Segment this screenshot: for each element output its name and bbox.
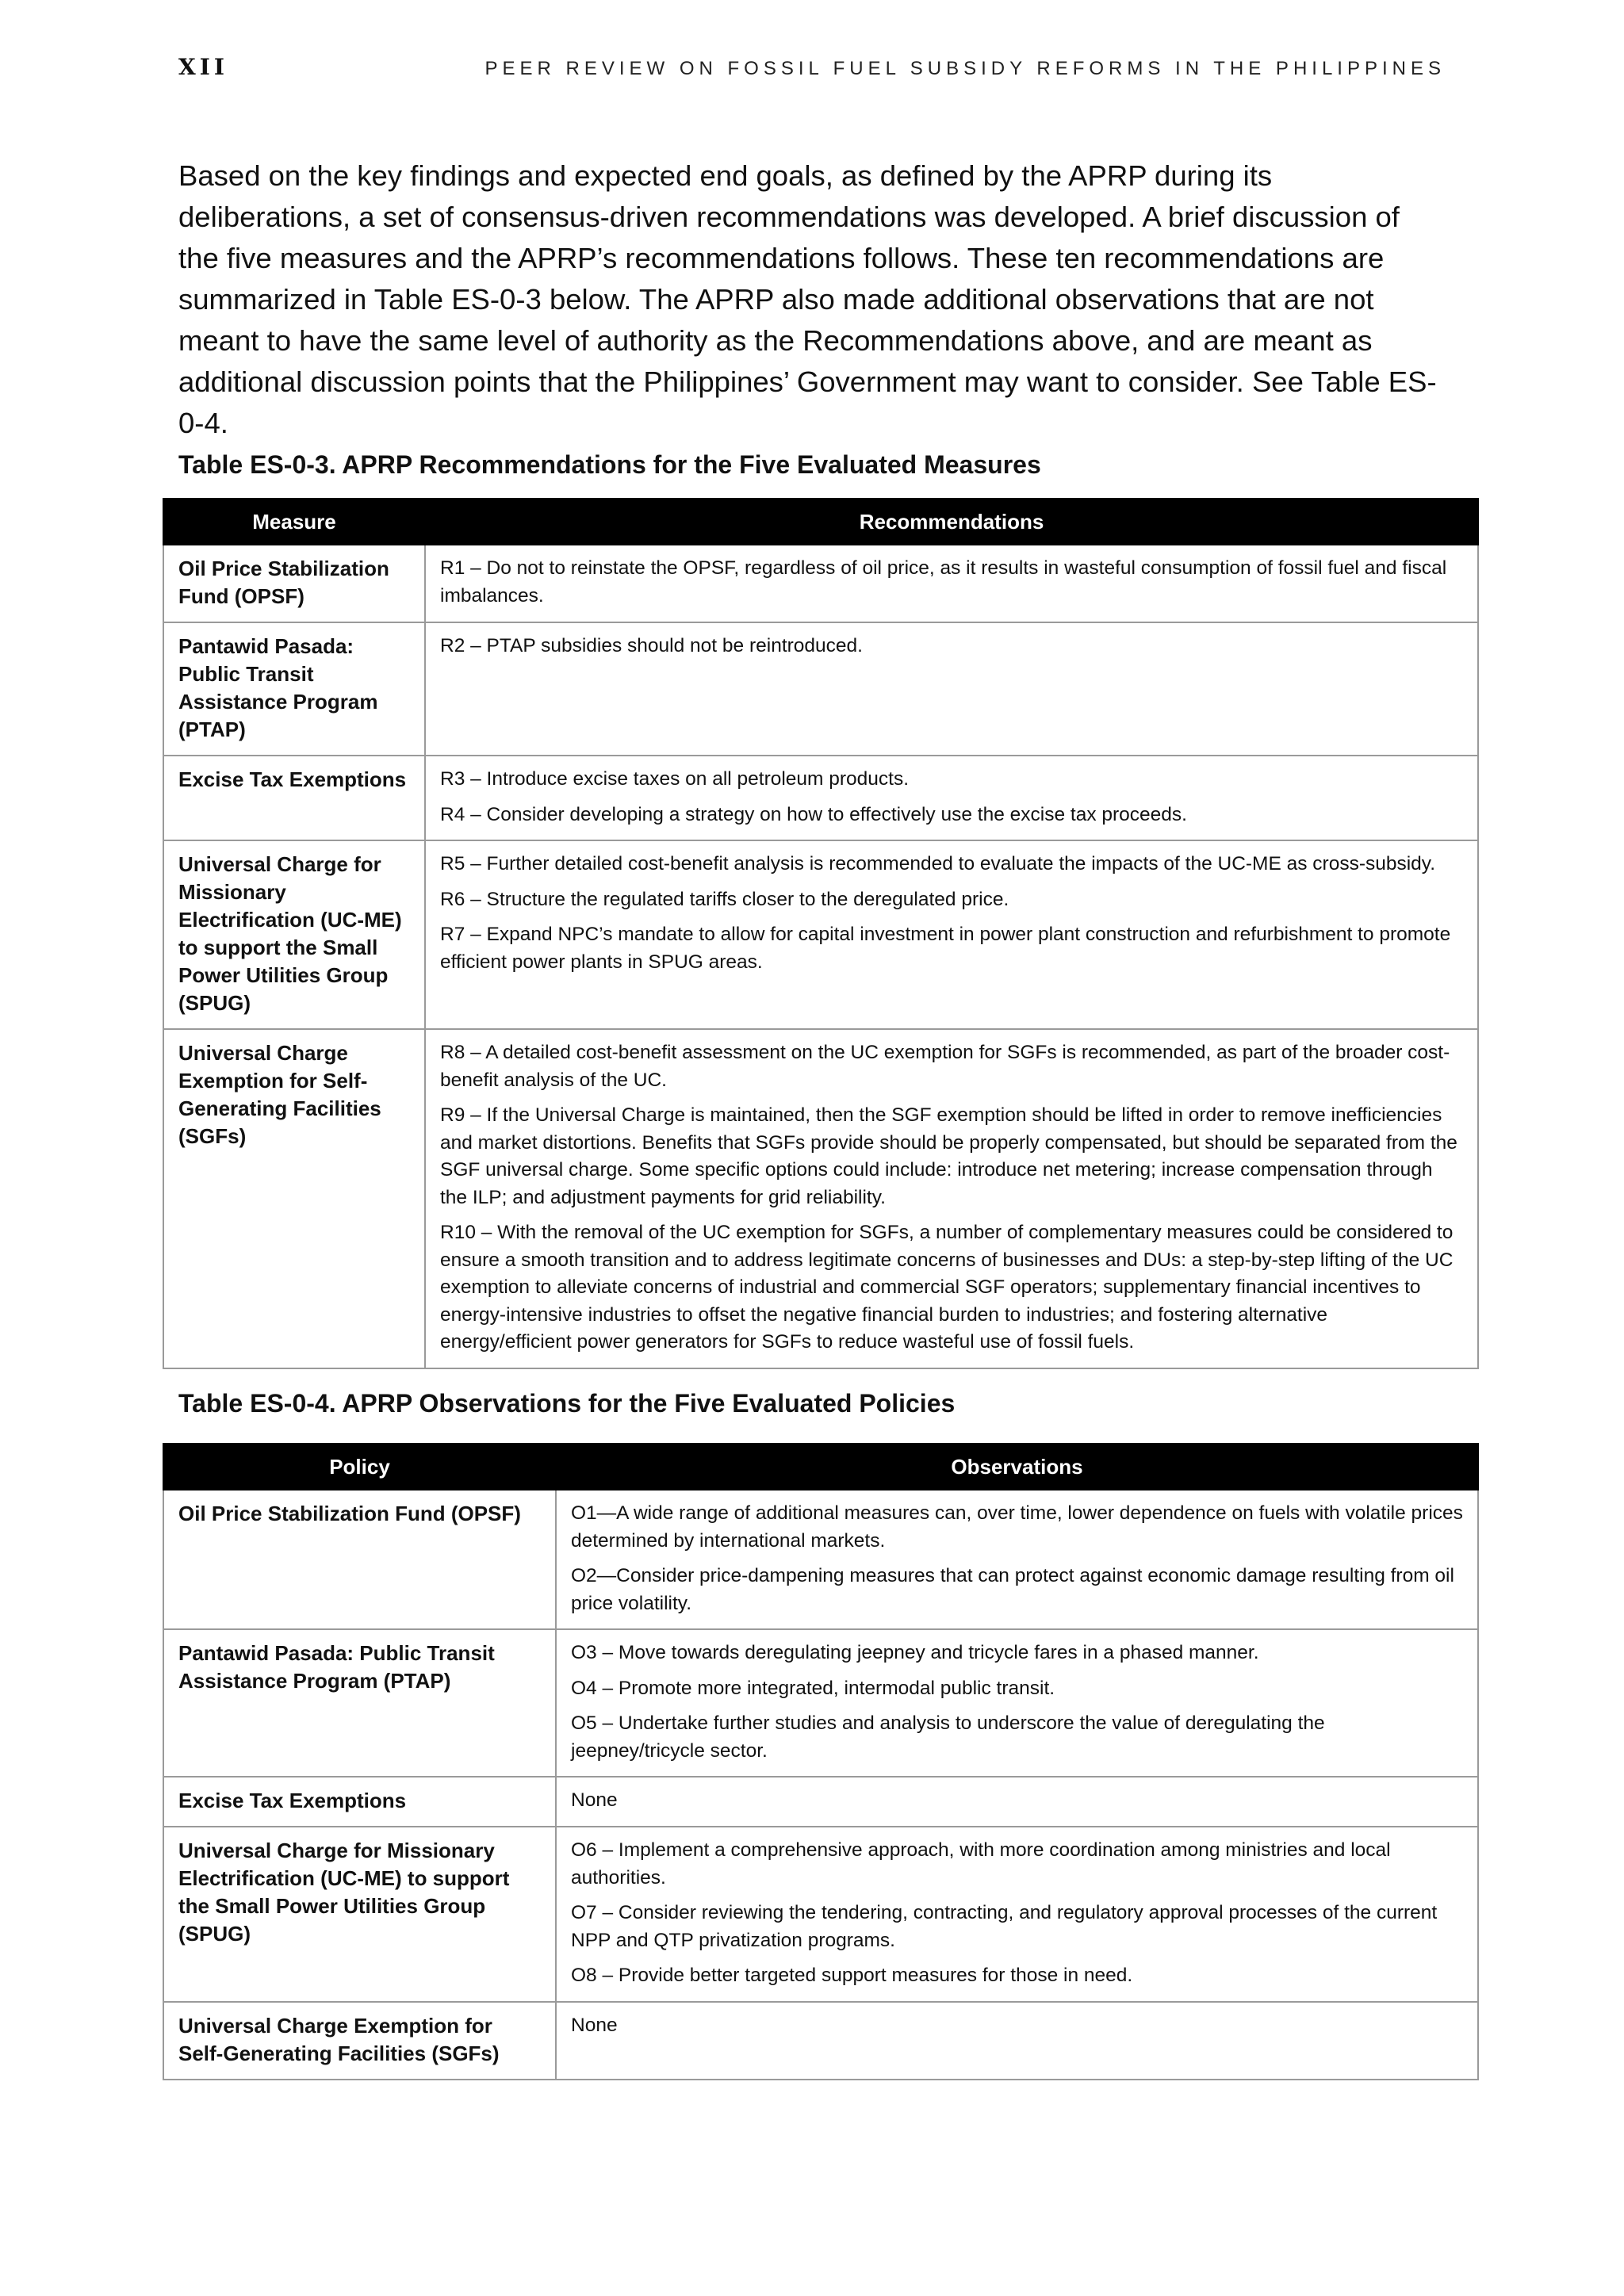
policy-name: Universal Charge Exemption for Self-Generating Facilities (SGFs) [163,2002,556,2080]
table-row [163,840,1478,1029]
table-row [163,1029,1478,1368]
policy-name: Pantawid Pasada: Public Transit Assistance Program (PTAP) [163,1629,556,1777]
table-es-0-3-caption: Table ES-0-3. APRP Recommendations for the Five Evaluated Measures [178,450,1041,479]
page-number: XII [178,54,228,80]
table-row [163,1490,1478,1629]
recommendation-item: R3 – Introduce excise taxes on all petroleum products. [440,768,910,790]
table-row [163,545,1478,622]
observations-cell [556,1490,1478,1629]
recommendations-cell [425,545,1478,622]
table-header-row [163,499,1478,545]
observations-cell [556,2002,1478,2080]
measure-name: Universal Charge for Missionary Electrification (UC-ME) to support the Small Power Utilities Group (SPUG) [163,840,425,1029]
recommendation-item: R4 – Consider developing a strategy on how to effectively use the excise tax proceeds. [440,803,1187,825]
table-row [163,756,1478,840]
observation-item: O4 – Promote more integrated, intermodal public transit. [571,1677,1055,1699]
measure-name: Oil Price Stabilization Fund (OPSF) [163,545,425,622]
observations-table [163,1443,1479,2080]
table-row [163,2002,1478,2080]
measure-name: Universal Charge Exemption for Self-Generating Facilities (SGFs) [163,1029,425,1368]
policy-name: Excise Tax Exemptions [163,1777,556,1827]
recommendation-item: R6 – Structure the regulated tariffs closer to the deregulated price. [440,888,1009,910]
measure-name: Excise Tax Exemptions [163,756,425,840]
observation-item: None [571,2014,618,2036]
recommendation-item: R7 – Expand NPC’s mandate to allow for capital investment in power plant construction and refurbishment to promote efficient power plants in SPUG areas. [440,924,1451,973]
recommendations-cell [425,756,1478,840]
observation-item: O1—A wide range of additional measures can, over time, lower dependence on fuels with volatile prices determined by international markets. [571,1502,1463,1552]
column-header-policy: Policy [163,1444,556,1490]
table-header-row [163,1444,1478,1490]
observation-item: O8 – Provide better targeted support measures for those in need. [571,1965,1133,1986]
observation-item: None [571,1789,618,1811]
column-header-observations: Observations [556,1444,1478,1490]
recommendation-item: R8 – A detailed cost-benefit assessment on the UC exemption for SGFs is recommended, as part of the broader cost-benefit analysis of the UC. [440,1042,1450,1091]
observation-item: O6 – Implement a comprehensive approach, with more coordination among ministries and local authorities. [571,1839,1391,1888]
column-header-measure: Measure [163,499,425,545]
observation-item: O3 – Move towards deregulating jeepney and tricycle fares in a phased manner. [571,1642,1259,1663]
observations-cell [556,1777,1478,1827]
running-title: PEER REVIEW ON FOSSIL FUEL SUBSIDY REFORMS IN THE PHILIPPINES [485,58,1446,79]
measure-name: Pantawid Pasada: Public Transit Assistance Program (PTAP) [163,622,425,756]
observations-cell [556,1629,1478,1777]
table-row [163,622,1478,756]
recommendations-cell [425,1029,1478,1368]
recommendations-cell [425,622,1478,756]
observation-item: O7 – Consider reviewing the tendering, contracting, and regulatory approval processes of the current NPP and QTP privatization programs. [571,1902,1438,1951]
policy-name: Oil Price Stabilization Fund (OPSF) [163,1490,556,1629]
running-header [178,54,1446,80]
intro-paragraph: Based on the key findings and expected end goals, as defined by the APRP during its deliberations, a set of consensus-driven recommendations was developed. A brief discussion of the five measures and the APRP’s recommendations follows. These ten recommendations are summarized in Table ES-0-3 below. The APRP also made additional observations that are not meant to have the same level of authority as the Recommendations above, and are meant as additional discussion points that the Philippines’ Government may want to consider. See Table ES-0-4. [178,159,1437,439]
recommendation-item: R10 – With the removal of the UC exemption for SGFs, a number of complementary measures could be considered to ensure a smooth transition and to address legitimate concerns of businesses and DUs: a step-by-step lifting of the UC exemption to alleviate concerns of industrial and commercial SGF operators; supplementary financial incentives to energy-intensive industries to offset the negative financial burden to industries; and fostering alternative energy/efficient power generators for SGFs to reduce wasteful use of fossil fuels. [440,1222,1454,1353]
table-row [163,1629,1478,1777]
table-es-0-4-caption: Table ES-0-4. APRP Observations for the Five Evaluated Policies [178,1389,956,1418]
observation-item: O2—Consider price-dampening measures that can protect against economic damage resulting from oil price volatility. [571,1565,1454,1614]
recommendation-item: R2 – PTAP subsidies should not be reintroduced. [440,635,863,656]
recommendations-table [163,498,1479,1369]
recommendation-item: R1 – Do not to reinstate the OPSF, regardless of oil price, as it results in wasteful consumption of fossil fuel and fiscal imbalances. [440,557,1447,607]
recommendation-item: R9 – If the Universal Charge is maintained, then the SGF exemption should be lifted in order to remove inefficiencies and market distortions. Benefits that SGFs provide should be properly compensated, but should be separated from the SGF universal charge. Some specific options could include: introduce net metering; increase compensation through the ILP; and adjustment payments for grid reliability. [440,1104,1457,1208]
table-row [163,1827,1478,2002]
table-row [163,1777,1478,1827]
observations-cell [556,1827,1478,2002]
policy-name: Universal Charge for Missionary Electrification (UC-ME) to support the Small Power Utilities Group (SPUG) [163,1827,556,2002]
recommendations-cell [425,840,1478,1029]
column-header-recommendations: Recommendations [425,499,1478,545]
observation-item: O5 – Undertake further studies and analysis to underscore the value of deregulating the jeepney/tricycle sector. [571,1712,1325,1762]
recommendation-item: R5 – Further detailed cost-benefit analysis is recommended to evaluate the impacts of the UC-ME as cross-subsidy. [440,853,1436,874]
